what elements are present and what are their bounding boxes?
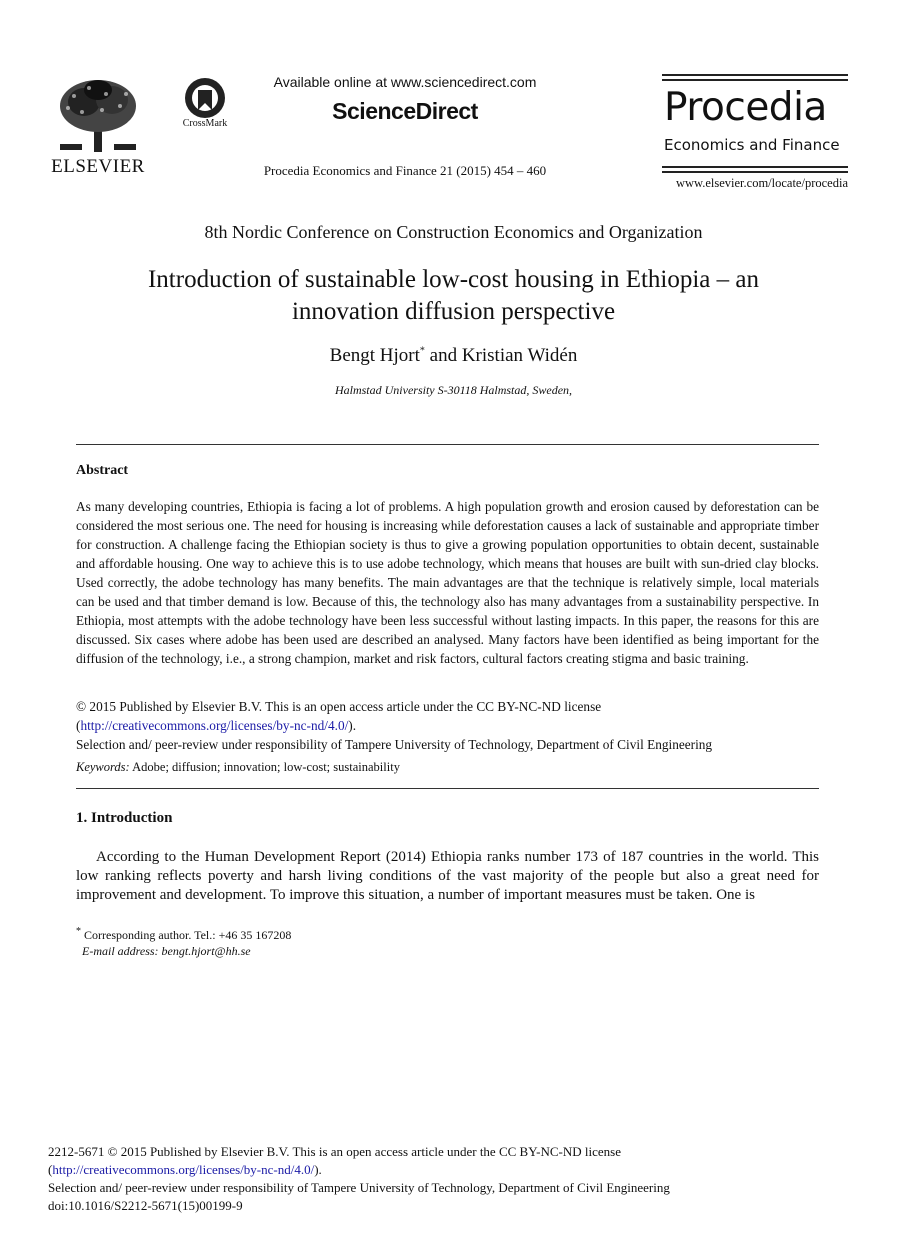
journal-url[interactable]: www.elsevier.com/locate/procedia bbox=[675, 176, 848, 190]
procedia-top-rule-2 bbox=[662, 79, 848, 81]
abstract-body: As many developing countries, Ethiopia is facing a lot of problems. A high population growth and erosion caused by deforestation can be considered the most serious one. The need for housing is increasing while deforestation causes a lack of sustainable and appropriate timber for construction. A challenge facing the Ethiopian society is thus to give a growing population opportunities to obtain decent, sustainable and affordable housing. One way to achieve this is to use adobe technology, which means that houses are built with sun-dried clay blocks. Used correctly, the adobe technology has many benefits. The main advantages are that the technique is relatively simple, local materials can be used and that timber demand is low. Because of this, the technology also has many advantages from a sustainability perspective. In Ethiopia, most attempts with the adobe technology have been less successful without lasting impacts. In this paper, the reasons for this are discussed. Six cases where adobe has been used are described an analysed. Many factors have been identified as being important for the diffusion of the technology, i.e., a strong champion, market and risk factors, cultural factors creating stigma and basic training. bbox=[76, 499, 819, 666]
procedia-subtitle: Economics and Finance bbox=[664, 136, 840, 154]
doi[interactable]: doi:10.1016/S2212-5671(15)00199-9 bbox=[48, 1198, 243, 1213]
section-heading-introduction: 1. Introduction bbox=[76, 810, 173, 826]
footnote-mark: * bbox=[76, 926, 81, 937]
elsevier-wordmark: ELSEVIER bbox=[51, 156, 145, 177]
author-list bbox=[40, 345, 867, 367]
author-affiliation: Halmstad University S-30118 Halmstad, Sweden, bbox=[334, 383, 573, 397]
paper-title-line-2: innovation diffusion perspective bbox=[291, 298, 616, 325]
sciencedirect-logo: ScienceDirect bbox=[332, 98, 478, 124]
keywords bbox=[76, 758, 819, 777]
journal-reference: Procedia Economics and Finance 21 (2015) 454 – 460 bbox=[263, 163, 547, 178]
procedia-bottom-rule bbox=[662, 166, 848, 168]
elsevier-tree-icon bbox=[54, 76, 142, 154]
corresponding-author-mark[interactable]: * bbox=[419, 345, 425, 357]
procedia-top-rule bbox=[662, 74, 848, 76]
author-name: Bengt Hjort bbox=[329, 345, 420, 366]
paper-title bbox=[40, 264, 867, 328]
bottom-license-link[interactable]: http://creativecommons.org/licenses/by-nc-nd/4.0/ bbox=[52, 1162, 315, 1177]
abstract-heading: Abstract bbox=[76, 463, 129, 478]
conference-name: 8th Nordic Conference on Construction Economics and Organization bbox=[204, 222, 703, 242]
procedia-journal-logo bbox=[662, 74, 848, 194]
license-link[interactable]: http://creativecommons.org/licenses/by-nc-nd/4.0/ bbox=[80, 718, 349, 733]
abstract-bottom-divider bbox=[76, 788, 819, 789]
paper-title-line-1: Introduction of sustainable low-cost housing in Ethiopia – an bbox=[147, 266, 759, 293]
keywords-label: Keywords: bbox=[76, 760, 130, 774]
procedia-title: Procedia bbox=[664, 85, 827, 130]
publication-metadata bbox=[48, 1143, 848, 1215]
corresponding-author-email: E-mail address: bengt.hjort@hh.se bbox=[82, 944, 251, 958]
issn-license-line: 2212-5671 © 2015 Published by Elsevier B.V. This is an open access article under the CC BY-NC-ND license bbox=[48, 1144, 622, 1159]
peer-review-line: Selection and/ peer-review under responsibility of Tampere University of Technology, Department of Civil Engineering bbox=[76, 737, 713, 752]
copyright-block bbox=[76, 697, 819, 754]
copyright-line: © 2015 Published by Elsevier B.V. This is an open access article under the CC BY-NC-ND license bbox=[76, 699, 602, 714]
license-line: (http://creativecommons.org/licenses/by-nc-nd/4.0/). bbox=[76, 718, 357, 733]
bottom-license-line: (http://creativecommons.org/licenses/by-nc-nd/4.0/). bbox=[48, 1162, 322, 1177]
available-online-text: Available online at www.sciencedirect.com bbox=[273, 74, 537, 90]
abstract-top-divider bbox=[76, 444, 819, 445]
procedia-bottom-rule-2 bbox=[662, 171, 848, 173]
keywords-list: Adobe; diffusion; innovation; low-cost; sustainability bbox=[129, 760, 400, 774]
elsevier-logo bbox=[50, 76, 146, 176]
author-name-2: and Kristian Widén bbox=[424, 345, 578, 366]
bottom-peer-review-line: Selection and/ peer-review under responsibility of Tampere University of Technology, Department of Civil Engineering bbox=[48, 1180, 670, 1195]
corresponding-author-footnote bbox=[76, 924, 676, 959]
introduction-body: According to the Human Development Report (2014) Ethiopia ranks number 173 of 187 countries in the world. This low ranking reflects poverty and harsh living conditions of the vast majority of the people but also a great need for improvement and development. To improve this situation, a number of important measures must be taken. One is bbox=[76, 849, 819, 903]
corresponding-author-contact: Corresponding author. Tel.: +46 35 167208 bbox=[81, 928, 292, 942]
crossmark-label: CrossMark bbox=[182, 118, 228, 129]
